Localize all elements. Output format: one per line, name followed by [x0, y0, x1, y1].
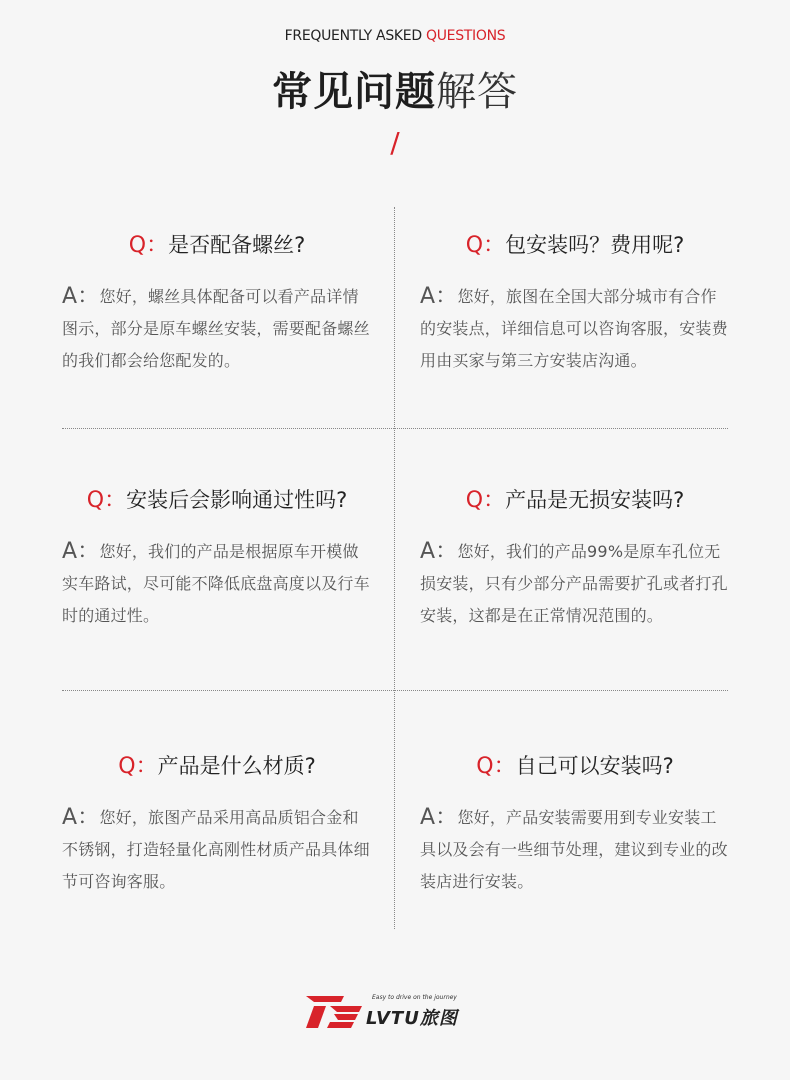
faq-question	[62, 228, 372, 259]
question-text: 产品是什么材质?	[157, 754, 316, 778]
horizontal-divider	[62, 690, 728, 691]
faq-question	[420, 228, 730, 259]
lvtu-logo-icon	[304, 994, 374, 1030]
answer-text: 您好，螺丝具体配备可以看产品详情图示，部分是原车螺丝安装，需要配备螺丝的我们都会给您配发的。	[62, 287, 370, 370]
faq-answer	[62, 536, 372, 632]
brand-tagline: Easy to drive on the journey	[372, 994, 457, 1001]
answer-prefix: A：	[62, 284, 100, 309]
faq-item	[420, 749, 730, 898]
faq-question	[62, 749, 372, 780]
page-title	[0, 60, 790, 117]
answer-prefix: A：	[420, 805, 458, 830]
brand-name: LVTU旅图	[366, 1008, 458, 1029]
question-prefix: Q：	[118, 754, 158, 779]
faq-item	[62, 483, 372, 632]
question-text: 是否配备螺丝?	[168, 233, 306, 257]
faq-answer	[420, 281, 730, 377]
page-title-sub: 解答	[436, 69, 518, 115]
question-text: 包安装吗？费用呢?	[505, 233, 685, 257]
answer-text: 您好，我们的产品是根据原车开模做实车路试，尽可能不降低底盘高度以及行车时的通过性。	[62, 542, 370, 625]
answer-text: 您好，旅图在全国大部分城市有合作的安装点，详细信息可以咨询客服，安装费用由买家与第三方安装店沟通。	[420, 287, 728, 370]
faq-answer	[62, 802, 372, 898]
question-text: 产品是无损安装吗?	[505, 488, 685, 512]
question-prefix: Q：	[476, 754, 516, 779]
question-prefix: Q：	[465, 488, 506, 513]
faq-item	[420, 228, 730, 377]
faq-question	[420, 749, 730, 780]
faq-answer	[420, 536, 730, 632]
answer-prefix: A：	[62, 539, 100, 564]
faq-question	[62, 483, 372, 514]
question-text: 自己可以安装吗?	[515, 754, 674, 778]
faq-item	[420, 483, 730, 632]
eyebrow-text: FREQUENTLY ASKED	[284, 28, 426, 44]
answer-prefix: A：	[62, 805, 100, 830]
faq-answer	[62, 281, 372, 377]
question-text: 安装后会影响通过性吗?	[126, 488, 348, 512]
answer-prefix: A：	[420, 539, 458, 564]
title-divider: /	[390, 126, 400, 159]
faq-item	[62, 228, 372, 377]
answer-text: 您好，产品安装需要用到专业安装工具以及会有一些细节处理，建议到专业的改装店进行安装。	[420, 808, 728, 891]
page-title-main: 常见问题	[272, 69, 436, 115]
vertical-divider	[394, 207, 395, 929]
faq-question	[420, 483, 730, 514]
eyebrow-highlight: QUESTIONS	[425, 28, 506, 44]
eyebrow	[0, 28, 790, 44]
question-prefix: Q：	[86, 488, 127, 513]
answer-text: 您好，旅图产品采用高品质铝合金和不锈钢，打造轻量化高刚性材质产品具体细节可咨询客服。	[62, 808, 370, 891]
faq-answer	[420, 802, 730, 898]
brand-logo	[304, 994, 494, 1030]
answer-prefix: A：	[420, 284, 458, 309]
faq-item	[62, 749, 372, 898]
answer-text: 您好，我们的产品99%是原车孔位无损安装，只有少部分产品需要扩孔或者打孔安装，这都是在正常情况范围的。	[420, 542, 728, 625]
horizontal-divider	[62, 428, 728, 429]
question-prefix: Q：	[128, 233, 169, 258]
question-prefix: Q：	[465, 233, 506, 258]
